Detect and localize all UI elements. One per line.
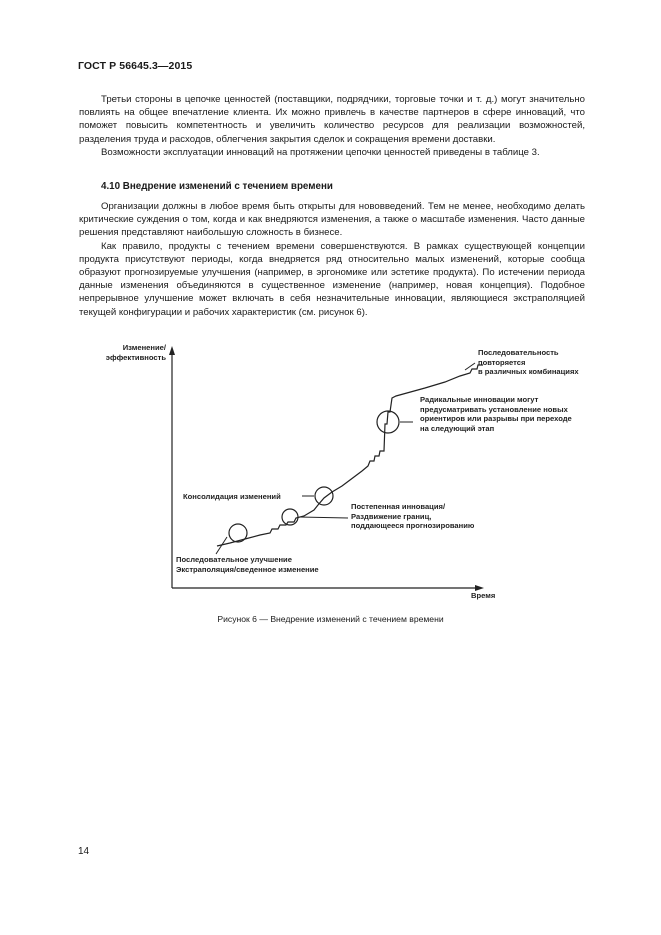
- radical-innovation-label: [420, 395, 572, 433]
- intro-text: [79, 93, 585, 159]
- gradual-innovation-label: [351, 502, 474, 531]
- figure-6: [100, 340, 600, 605]
- figure-diagram: [100, 340, 600, 605]
- gradual-label-line1: Постепенная инновация/: [351, 502, 446, 511]
- radical-label-line2: предусматривать установление новых: [420, 404, 568, 414]
- sequence-label-line2: повторяется: [478, 357, 526, 367]
- section-title: 4.10 Внедрение изменений с течением времени: [101, 181, 333, 192]
- radical-label-line1: Радикальные инновации могут: [420, 395, 539, 404]
- section-paragraph-1: Организации должны в любое время быть открыты для нововведений. Тем не менее, необходимо делать критические суждения о том, когда и как внедряются изменения, а также о масштабе изменения. Часто данные решения представляют наибольшую сложность в бизнесе.: [79, 201, 585, 239]
- x-axis-label: Время: [471, 591, 496, 600]
- sequential-label-line2: Экстраполяция/сведенное изменение: [176, 564, 319, 574]
- sequence-label: [478, 348, 579, 377]
- figure-caption: Рисунок 6 — Внедрение изменений с течением времени: [217, 614, 444, 624]
- sequential-improvement-label: [176, 555, 319, 574]
- gradual-label-line2: Раздвижение границ,: [351, 511, 432, 521]
- sequential-label-line1: Последовательное улучшение: [176, 555, 292, 564]
- gradual-connector: [299, 517, 348, 518]
- consolidation-label: Консолидация изменений: [183, 492, 281, 501]
- intro-paragraph-2: Возможности эксплуатации инноваций на протяжении цепочки ценностей приведены в таблице 3.: [101, 146, 540, 158]
- sequential-improvement-marker-icon: [229, 524, 247, 542]
- radical-label-line4: на следующий этап: [420, 423, 495, 433]
- sequence-label-line3: в различных комбинациях: [478, 367, 579, 377]
- y-axis-label-line1: Изменение/: [122, 343, 166, 352]
- section-paragraph-2: Как правило, продукты с течением времени совершенствуются. В рамках существующей концепции продукта присутствуют периоды, когда внедряется ряд относительно малых изменений, которые сообща образуют прогнозируемые улучшения (например, в эргономике или эстетике продукта). По истечении периода данные изменения объединяются в существенное изменение (например, новая концепция). Подобное непрерывное улучшение может включать в себя незначительные инновации, являющиеся экстраполяцией текущей конфигурации и рабочих характеристик (см. рисунок 6).: [79, 240, 585, 318]
- gradual-label-line3: поддающееся прогнозированию: [351, 521, 475, 531]
- consolidation-marker-icon: [315, 487, 333, 505]
- page-number: 14: [78, 846, 90, 857]
- sequence-label-line1: Последовательность: [478, 348, 559, 357]
- y-axis-arrow-icon: [169, 346, 175, 355]
- radical-label-line3: ориентиров или разрывы при переходе: [420, 414, 572, 424]
- intro-paragraph-1: Третьи стороны в цепочке ценностей (поставщики, подрядчики, торговые точки и т. д.) могут значительно повлиять на общее впечатление клиента. Их можно привлечь в качестве партнеров в сфере инноваций, что поможет повысить компетентность и увеличить количество ресурсов для реализации возможностей, разделения труда и расходов, облегчения закрытия сделок и сокращения времени доставки.: [79, 94, 585, 145]
- y-axis-label-line2: эффективность: [105, 352, 166, 362]
- document-header: ГОСТ Р 56645.3—2015: [78, 60, 193, 72]
- section-text: [79, 200, 585, 319]
- y-axis-label: [102, 343, 166, 362]
